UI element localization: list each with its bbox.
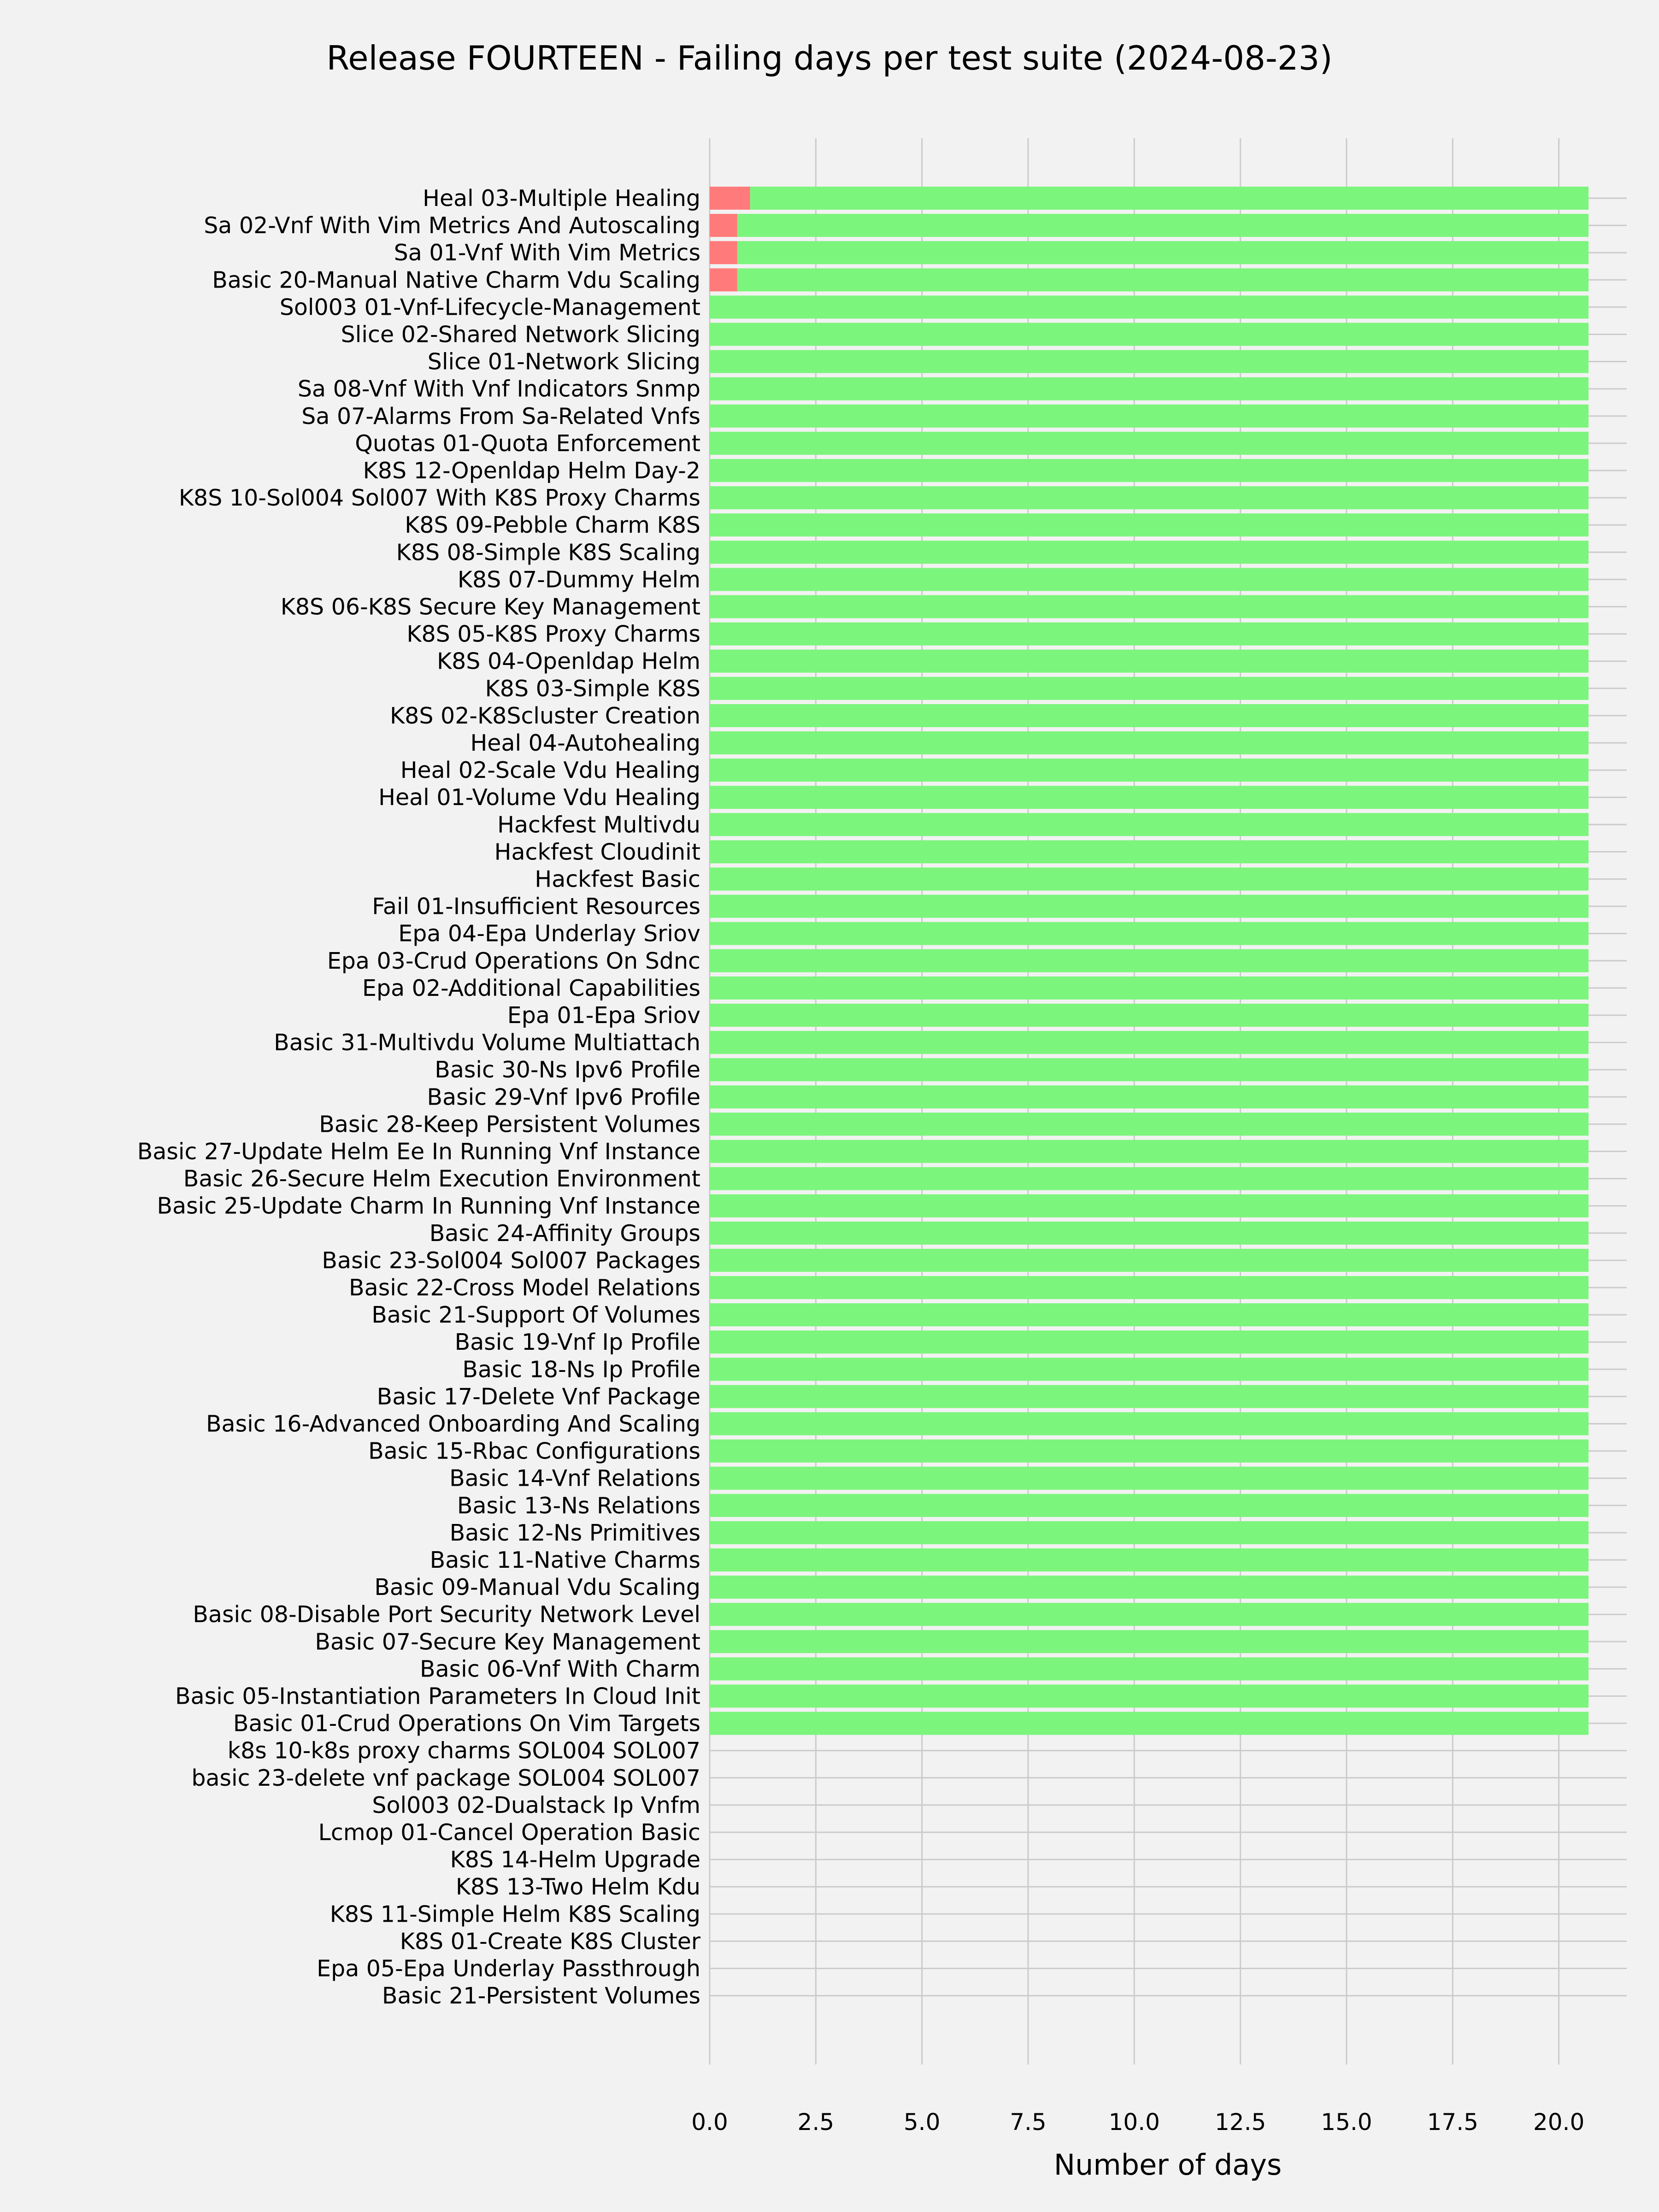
bar-pass bbox=[710, 1385, 1588, 1408]
y-tick-label: Sa 08-Vnf With Vnf Indicators Snmp bbox=[297, 376, 700, 402]
bar-pass bbox=[710, 949, 1588, 972]
y-tick-label: Basic 14-Vnf Relations bbox=[449, 1465, 700, 1492]
bar-pass bbox=[710, 1167, 1588, 1190]
y-tick-label: K8S 03-Simple K8S bbox=[485, 675, 700, 702]
y-tick-label: Epa 05-Epa Underlay Passthrough bbox=[317, 1955, 700, 1982]
bar-pass bbox=[710, 895, 1588, 918]
bar-pass bbox=[710, 1603, 1588, 1626]
y-tick-label: Slice 01-Network Slicing bbox=[427, 348, 700, 375]
y-tick-label: K8S 10-Sol004 Sol007 With K8S Proxy Charms bbox=[178, 485, 700, 512]
y-tick-label: K8S 06-K8S Secure Key Management bbox=[280, 594, 700, 620]
bar-pass bbox=[710, 1140, 1588, 1163]
bar-pass bbox=[710, 1112, 1588, 1135]
y-tick-label: Heal 02-Scale Vdu Healing bbox=[400, 757, 700, 784]
bar-pass bbox=[710, 1330, 1588, 1353]
y-tick-label: Basic 18-Ns Ip Profile bbox=[462, 1356, 700, 1383]
y-tick-label: Fail 01-Insufficient Resources bbox=[372, 893, 700, 920]
bar-pass bbox=[710, 623, 1588, 646]
bar-pass bbox=[710, 1576, 1588, 1599]
bar-pass bbox=[710, 704, 1588, 727]
bar-pass bbox=[710, 1004, 1588, 1027]
bar-pass bbox=[750, 187, 1589, 210]
y-tick-label: Heal 03-Multiple Healing bbox=[423, 185, 700, 212]
y-tick-label: Basic 25-Update Charm In Running Vnf Instance bbox=[157, 1193, 700, 1219]
y-tick-label: Basic 15-Rbac Configurations bbox=[368, 1438, 700, 1465]
x-tick-label: 7.5 bbox=[1010, 2109, 1047, 2136]
y-tick-label: Hackfest Cloudinit bbox=[494, 839, 700, 865]
y-tick-label: Basic 29-Vnf Ipv6 Profile bbox=[427, 1084, 700, 1111]
bar-pass bbox=[710, 405, 1588, 428]
bar-pass bbox=[710, 1630, 1588, 1653]
y-tick-label: Sa 01-Vnf With Vim Metrics bbox=[394, 240, 700, 266]
bar-pass bbox=[710, 1440, 1588, 1463]
y-tick-label: Basic 11-Native Charms bbox=[429, 1547, 700, 1573]
x-tick-label: 12.5 bbox=[1214, 2109, 1266, 2136]
bar-pass bbox=[737, 268, 1588, 291]
bar-fail bbox=[710, 268, 737, 291]
y-tick-label: Basic 26-Secure Helm Execution Environment bbox=[183, 1165, 700, 1192]
y-tick-label: Lcmop 01-Cancel Operation Basic bbox=[318, 1819, 700, 1846]
bar-pass bbox=[710, 1222, 1588, 1245]
y-tick-label: K8S 05-K8S Proxy Charms bbox=[406, 621, 700, 647]
y-tick-label: Basic 09-Manual Vdu Scaling bbox=[374, 1574, 700, 1601]
bar-pass bbox=[710, 1712, 1588, 1735]
y-tick-label: Epa 03-Crud Operations On Sdnc bbox=[327, 947, 700, 974]
y-tick-label: Basic 21-Support Of Volumes bbox=[371, 1302, 700, 1329]
bar-pass bbox=[710, 1249, 1588, 1272]
bar-pass bbox=[710, 1085, 1588, 1108]
y-tick-label: K8S 01-Create K8S Cluster bbox=[400, 1928, 700, 1955]
y-tick-label: Basic 21-Persistent Volumes bbox=[382, 1983, 700, 2009]
bar-pass bbox=[710, 786, 1588, 809]
bar-pass bbox=[710, 1358, 1588, 1381]
y-tick-label: Basic 08-Disable Port Security Network Level bbox=[193, 1601, 700, 1628]
y-tick-label: Heal 04-Autohealing bbox=[470, 730, 700, 756]
y-tick-label: Basic 06-Vnf With Charm bbox=[419, 1656, 700, 1683]
x-tick-label: 0.0 bbox=[691, 2109, 728, 2136]
bar-pass bbox=[710, 922, 1588, 945]
x-axis-label: Number of days bbox=[1053, 2148, 1282, 2182]
x-tick-label: 5.0 bbox=[903, 2109, 941, 2136]
bar-fail bbox=[710, 241, 737, 264]
y-tick-label: Basic 19-Vnf Ip Profile bbox=[454, 1329, 700, 1356]
bar-pass bbox=[710, 759, 1588, 782]
bar-pass bbox=[710, 323, 1588, 346]
y-tick-label: Epa 04-Epa Underlay Sriov bbox=[398, 920, 700, 947]
y-tick-label: Basic 13-Ns Relations bbox=[457, 1492, 700, 1519]
bar-pass bbox=[710, 1058, 1588, 1081]
bar-fail bbox=[710, 187, 750, 210]
bar-pass bbox=[710, 595, 1588, 618]
bar-pass bbox=[710, 350, 1588, 373]
bar-pass bbox=[710, 1521, 1588, 1544]
y-tick-label: k8s 10-k8s proxy charms SOL004 SOL007 bbox=[227, 1737, 700, 1764]
bar-pass bbox=[710, 650, 1588, 673]
bar-pass bbox=[737, 214, 1588, 237]
bar-pass bbox=[710, 1194, 1588, 1218]
bar-pass bbox=[710, 295, 1588, 318]
y-tick-label: Sol003 01-Vnf-Lifecycle-Management bbox=[279, 294, 700, 321]
bar-pass bbox=[710, 1276, 1588, 1299]
bar-pass bbox=[710, 1685, 1588, 1708]
bar-pass bbox=[710, 1657, 1588, 1680]
bar-pass bbox=[710, 459, 1588, 482]
y-tick-label: K8S 02-K8Scluster Creation bbox=[390, 702, 700, 729]
y-tick-label: Sa 02-Vnf With Vim Metrics And Autoscaling bbox=[204, 212, 700, 239]
y-tick-label: Basic 12-Ns Primitives bbox=[449, 1519, 700, 1546]
bars bbox=[710, 187, 1588, 1735]
bar-pass bbox=[710, 1412, 1588, 1435]
y-tick-label: Basic 23-Sol004 Sol007 Packages bbox=[322, 1247, 700, 1274]
y-tick-label: Basic 27-Update Helm Ee In Running Vnf Instance bbox=[137, 1138, 700, 1165]
y-tick-label: Heal 01-Volume Vdu Healing bbox=[378, 784, 700, 811]
y-tick-label: Epa 02-Additional Capabilities bbox=[362, 975, 700, 1001]
y-tick-label: Hackfest Basic bbox=[535, 866, 700, 893]
y-tick-label: basic 23-delete vnf package SOL004 SOL007 bbox=[191, 1765, 700, 1791]
y-tick-label: Basic 30-Ns Ipv6 Profile bbox=[435, 1057, 700, 1083]
y-tick-label: Basic 01-Crud Operations On Vim Targets bbox=[233, 1710, 700, 1737]
x-tick-label: 17.5 bbox=[1427, 2109, 1478, 2136]
bar-pass bbox=[710, 977, 1588, 1000]
y-tick-label: K8S 11-Simple Helm K8S Scaling bbox=[329, 1901, 700, 1928]
y-tick-label: Basic 28-Keep Persistent Volumes bbox=[319, 1111, 700, 1138]
y-tick-label: K8S 14-Helm Upgrade bbox=[450, 1847, 700, 1873]
x-tick-label: 10.0 bbox=[1108, 2109, 1160, 2136]
y-tick-label: Sol003 02-Dualstack Ip Vnfm bbox=[372, 1792, 700, 1818]
bar-pass bbox=[710, 1548, 1588, 1571]
y-tick-label: K8S 09-Pebble Charm K8S bbox=[405, 512, 700, 539]
y-tick-label: K8S 13-Two Helm Kdu bbox=[455, 1874, 700, 1900]
bar-pass bbox=[710, 432, 1588, 455]
y-tick-label: Hackfest Multivdu bbox=[497, 812, 700, 838]
y-tick-label: Basic 31-Multivdu Volume Multiattach bbox=[274, 1030, 700, 1056]
bar-pass bbox=[710, 1031, 1588, 1054]
y-tick-label: Basic 22-Cross Model Relations bbox=[349, 1275, 700, 1301]
bar-pass bbox=[710, 568, 1588, 591]
y-tick-label: K8S 07-Dummy Helm bbox=[457, 566, 700, 593]
y-tick-label: Quotas 01-Quota Enforcement bbox=[355, 430, 700, 457]
x-tick-label: 2.5 bbox=[797, 2109, 835, 2136]
x-tick-label: 20.0 bbox=[1533, 2109, 1585, 2136]
y-tick-label: Slice 02-Shared Network Slicing bbox=[341, 321, 700, 348]
bar-pass bbox=[710, 513, 1588, 536]
y-tick-label: Basic 24-Affinity Groups bbox=[429, 1220, 700, 1247]
y-tick-label: Basic 17-Delete Vnf Package bbox=[377, 1383, 700, 1410]
y-tick-label: Sa 07-Alarms From Sa-Related Vnfs bbox=[301, 403, 700, 429]
bar-pass bbox=[710, 813, 1588, 836]
bar-pass bbox=[710, 731, 1588, 754]
bar-pass bbox=[710, 1494, 1588, 1517]
y-tick-label: Basic 16-Advanced Onboarding And Scaling bbox=[206, 1411, 700, 1437]
bar-pass bbox=[710, 1303, 1588, 1326]
x-tick-labels bbox=[691, 2109, 1584, 2136]
x-tick-label: 15.0 bbox=[1321, 2109, 1372, 2136]
y-tick-label: K8S 12-Openldap Helm Day-2 bbox=[363, 458, 700, 484]
bar-pass bbox=[710, 377, 1588, 400]
bar-pass bbox=[710, 1467, 1588, 1490]
bar-pass bbox=[710, 677, 1588, 700]
bar-pass bbox=[710, 486, 1588, 509]
y-tick-label: Epa 01-Epa Sriov bbox=[507, 1002, 700, 1029]
chart-title: Release FOURTEEN - Failing days per test suite (2024-08-23) bbox=[326, 39, 1333, 77]
y-tick-label: Basic 05-Instantiation Parameters In Cloud Init bbox=[175, 1683, 700, 1710]
y-tick-label: K8S 08-Simple K8S Scaling bbox=[396, 539, 700, 566]
bar-fail bbox=[710, 214, 737, 237]
bar-pass bbox=[737, 241, 1588, 264]
bar-pass bbox=[710, 868, 1588, 891]
bar-pass bbox=[710, 840, 1588, 863]
y-tick-label: Basic 20-Manual Native Charm Vdu Scaling bbox=[212, 267, 700, 294]
bar-pass bbox=[710, 541, 1588, 564]
y-tick-label: K8S 04-Openldap Helm bbox=[436, 648, 700, 675]
y-tick-label: Basic 07-Secure Key Management bbox=[315, 1629, 700, 1655]
